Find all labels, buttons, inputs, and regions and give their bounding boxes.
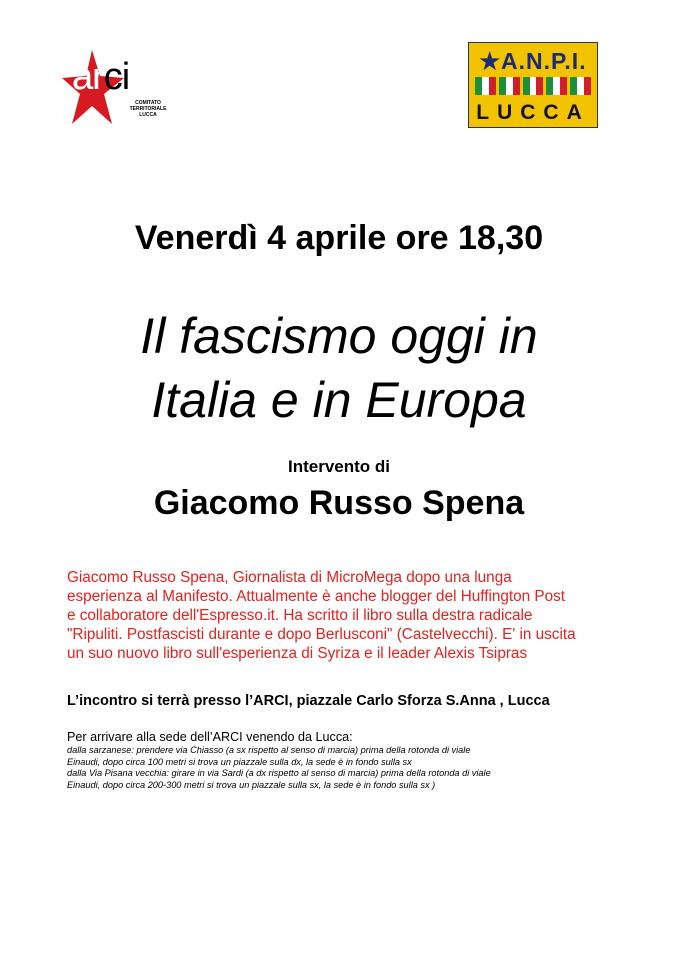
italian-flags-strip bbox=[475, 77, 591, 95]
directions-intro: Per arrivare alla sede dell’ARCI venendo da Lucca: bbox=[67, 730, 353, 744]
arci-wordmark: arci bbox=[72, 56, 130, 98]
arci-logo bbox=[62, 48, 167, 130]
event-title bbox=[0, 304, 678, 432]
bio-line: esperienza al Manifesto. Attualmente è anche blogger del Huffington Post bbox=[67, 588, 566, 605]
speaker-name: Giacomo Russo Spena bbox=[153, 484, 525, 522]
directions-line: Einaudi, dopo circa 200-300 metri si trova un piazzale sulla sx, la sede è in fondo sulla sx ) bbox=[67, 779, 436, 790]
arci-subtitle-3: LUCCA bbox=[139, 112, 157, 118]
flag-icon bbox=[475, 77, 496, 95]
anpi-logo bbox=[468, 42, 598, 128]
flag-icon bbox=[523, 77, 544, 95]
bio-line: e collaboratore dell'Espresso.it. Ha scritto il libro sulla destra radicale bbox=[67, 607, 533, 624]
speaker-bio bbox=[67, 568, 627, 663]
flag-icon bbox=[499, 77, 520, 95]
anpi-logo-title: ★A.N.P.I. bbox=[479, 48, 587, 74]
bio-line: un suo nuovo libro sull'esperienza di Syriza e il leader Alexis Tsipras bbox=[67, 645, 528, 662]
arci-subtitle-2: TERRITORIALE bbox=[129, 106, 167, 112]
event-date-line: Venerdì 4 aprile ore 18,30 bbox=[134, 219, 544, 257]
event-title-line: Il fascismo oggi in bbox=[140, 308, 538, 364]
bio-line: "Ripuliti. Postfascisti durante e dopo Berlusconi" (Castelvecchi). E' in uscita bbox=[67, 626, 576, 643]
intervento-label: Intervento di bbox=[287, 457, 390, 476]
bio-line: Giacomo Russo Spena, Giornalista di MicroMega dopo una lunga bbox=[67, 569, 512, 586]
directions-line: Einaudi, dopo circa 100 metri si trova un piazzale sulla dx, la sede è in fondo sulla sx bbox=[67, 756, 412, 767]
star-icon: ★ bbox=[479, 48, 502, 74]
anpi-logo-city: LUCCA bbox=[476, 101, 590, 124]
event-title-line: Italia e in Europa bbox=[151, 372, 527, 428]
arci-subtitle-1: COMITATO bbox=[135, 100, 161, 106]
flag-icon bbox=[570, 77, 591, 95]
flag-icon bbox=[546, 77, 567, 95]
directions-line: dalla sarzanese: prendere via Chiasso (a sx rispetto al senso di marcia) prima della rotonda di viale bbox=[67, 745, 471, 755]
venue-info: L’incontro si terrà presso l’ARCI, piazzale Carlo Sforza S.Anna , Lucca bbox=[67, 693, 550, 709]
directions-line: dalla Via Pisana vecchia: girare in via Sardi (a dx rispetto al senso di marcia) prima della rotonda di viale bbox=[67, 768, 491, 779]
directions-text bbox=[67, 745, 627, 791]
